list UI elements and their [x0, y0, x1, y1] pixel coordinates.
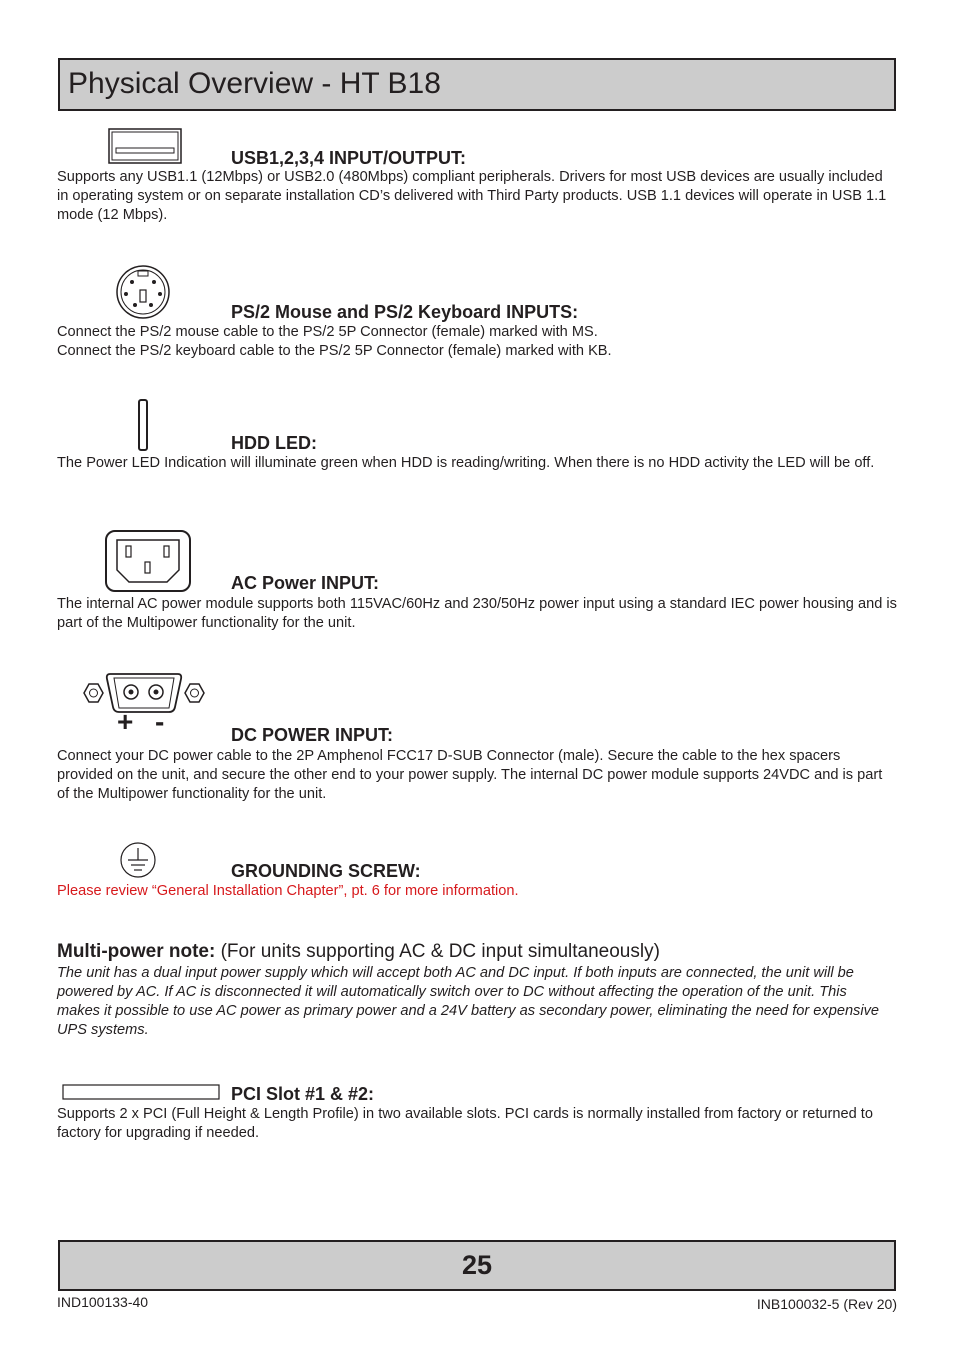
hdd-description — [57, 454, 897, 473]
multipower-heading — [57, 941, 660, 963]
multipower-text: The unit has a dual input power supply which will accept both AC and DC input. If both inputs are connected, the unit will be powered by AC. If AC is disconnected it will automatically switch over to DC without affecting the operation of the unit. This makes it possible to use AC power as primary power and a 24V battery as secondary power, eliminating the need for expensive UPS systems. — [57, 965, 880, 1038]
dc-description — [57, 747, 897, 804]
iec-power-inlet-icon — [105, 530, 191, 592]
ac-text: The internal AC power module supports both 115VAC/60Hz and 230/50Hz power input using a standard IEC power housing and is part of the Multipower functionality for the unit. — [57, 596, 897, 631]
page-title-bar — [58, 58, 896, 111]
ac-heading: AC Power INPUT: — [231, 573, 380, 593]
ground-description — [57, 882, 897, 901]
ps2-connector-icon — [115, 265, 171, 319]
dc-plus-label: + — [117, 706, 134, 737]
multipower-description — [57, 964, 893, 1040]
page-number-bar — [58, 1240, 896, 1291]
dc-text: Connect your DC power cable to the 2P Amphenol FCC17 D-SUB Connector (male). Secure the cable to the hex spacers provided on the unit, and secure the other end to your power supply. The internal DC power module supports 24VDC and is part of the Multipower functionality for the unit. — [57, 748, 883, 802]
usb-heading: USB1,2,3,4 INPUT/OUTPUT: — [231, 148, 467, 168]
dsub-2p-connector-icon — [80, 671, 208, 717]
ground-symbol-icon — [119, 842, 157, 878]
pci-text: Supports 2 x PCI (Full Height & Length Profile) in two available slots. PCI cards is normally installed from factory or returned to factory for upgrading if needed. — [57, 1106, 873, 1141]
dc-minus-label: - — [155, 706, 165, 737]
pci-slot-icon — [62, 1084, 220, 1100]
ps2-line-keyboard: Connect the PS/2 keyboard cable to the PS/2 5P Connector (female) marked with KB. — [57, 343, 612, 359]
multipower-subtitle: (For units supporting AC & DC input simultaneously) — [215, 941, 660, 962]
document-code-right: INB100032-5 (Rev 20) — [756, 1296, 897, 1312]
hdd-led-icon — [137, 399, 149, 451]
page-number: 25 — [461, 1250, 493, 1280]
hdd-text: The Power LED Indication will illuminate green when HDD is reading/writing. When there is no HDD activity the LED will be off. — [57, 455, 875, 471]
usb-port-icon — [108, 128, 182, 164]
ac-description — [57, 595, 897, 633]
page-title: Physical Overview - HT B18 — [68, 67, 441, 100]
ps2-description — [57, 323, 897, 361]
document-code-left: IND100133-40 — [57, 1294, 149, 1310]
dc-heading: DC POWER INPUT: — [231, 725, 393, 745]
ground-heading: GROUNDING SCREW: — [231, 861, 421, 881]
multipower-label: Multi-power note: — [57, 941, 216, 962]
pci-description — [57, 1105, 897, 1143]
usb-description — [57, 168, 897, 225]
ps2-line-mouse: Connect the PS/2 mouse cable to the PS/2 5P Connector (female) marked with MS. — [57, 324, 598, 340]
usb-text: Supports any USB1.1 (12Mbps) or USB2.0 (480Mbps) compliant peripherals. Drivers for most USB devices are usually included in operating system or on separate installation CD’s delivered with Third Party products. USB 1.1 devices will operate in USB 1.1 mode (12 Mbps). — [57, 169, 887, 223]
ground-text: Please review “General Installation Chapter”, pt. 6 for more information. — [57, 883, 519, 899]
pci-heading: PCI Slot #1 & #2: — [231, 1084, 375, 1104]
ps2-heading: PS/2 Mouse and PS/2 Keyboard INPUTS: — [231, 302, 579, 322]
hdd-heading: HDD LED: — [231, 433, 317, 453]
